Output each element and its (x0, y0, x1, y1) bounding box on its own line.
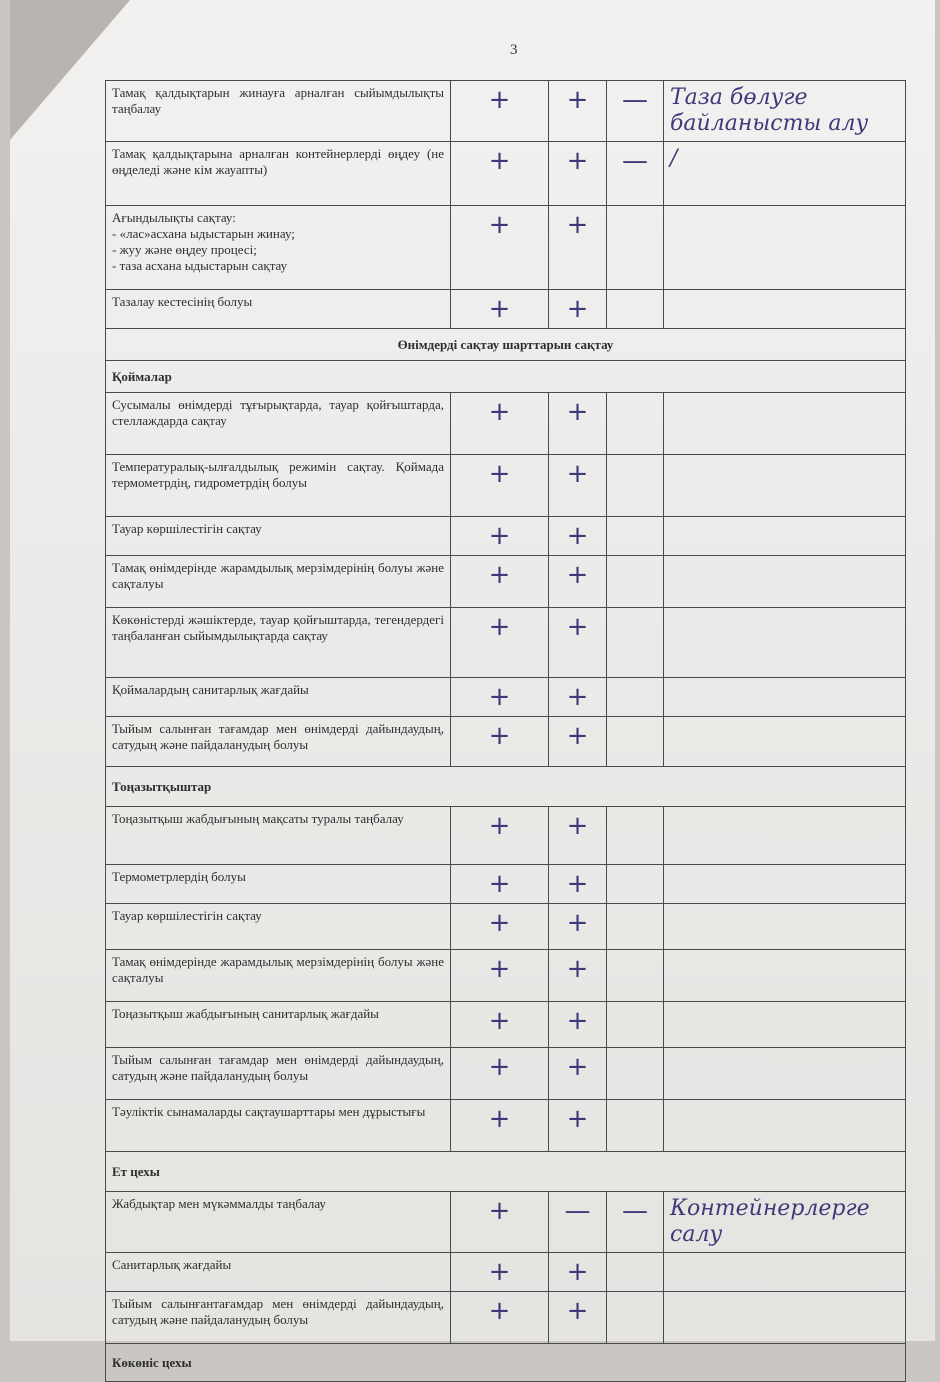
handwritten-note (664, 717, 906, 767)
check-mark-col-3 (607, 1048, 664, 1100)
table-row (106, 455, 906, 517)
check-mark-col-3 (607, 556, 664, 608)
table-row (106, 1002, 906, 1048)
check-mark-col-2: + (549, 81, 607, 142)
document-page (10, 0, 935, 1370)
check-mark-col-1: + (451, 206, 549, 290)
criterion-label: Тазалау кестесінің болуы (106, 290, 451, 329)
check-mark-col-1: + (451, 290, 549, 329)
check-mark-col-2: — (549, 1192, 607, 1253)
table-row (106, 1292, 906, 1344)
check-mark-col-2: + (549, 206, 607, 290)
check-mark-col-1: + (451, 1253, 549, 1292)
section-heading: Өнімдерді сақтау шарттарын сақтау (106, 329, 906, 361)
table-row (106, 361, 906, 393)
criterion-label: Тауар көршілестігін сақтау (106, 904, 451, 950)
handwritten-note (664, 865, 906, 904)
handwritten-note (664, 1192, 906, 1253)
check-mark-col-1: + (451, 608, 549, 678)
check-mark-col-1: + (451, 1002, 549, 1048)
criterion-label: Тыйым салынған тағамдар мен өнімдерді дайындаудың, сатудың және пайдаланудың болуы (106, 717, 451, 767)
table-row (106, 767, 906, 807)
check-mark-col-2: + (549, 1253, 607, 1292)
check-mark-col-3: — (607, 81, 664, 142)
table-row (106, 950, 906, 1002)
check-mark-col-2: + (549, 608, 607, 678)
table-row (106, 393, 906, 455)
subsection-heading: Қоймалар (106, 361, 906, 393)
checklist-table (105, 80, 906, 1382)
check-mark-col-2: + (549, 142, 607, 206)
check-mark-col-1: + (451, 865, 549, 904)
note-line: Контейнерлерге (670, 1196, 870, 1221)
table-row (106, 1100, 906, 1152)
check-mark-col-1: + (451, 1292, 549, 1344)
criterion-line: - жуу және өңдеу процесі; (112, 242, 257, 257)
handwritten-note (664, 1100, 906, 1152)
criterion-label: Тамақ қалдықтарын жинауға арналған сыйымдылықты таңбалау (106, 81, 451, 142)
table-row (106, 807, 906, 865)
criterion-label: Термометрлердің болуы (106, 865, 451, 904)
check-mark-col-1: + (451, 678, 549, 717)
check-mark-col-3: — (607, 142, 664, 206)
check-mark-col-1: + (451, 517, 549, 556)
note-line: байланысты алу (670, 111, 869, 136)
note-line: / (670, 146, 678, 171)
criterion-label: Тыйым салынған тағамдар мен өнімдерді дайындаудың, сатудың және пайдаланудың болуы (106, 1048, 451, 1100)
check-mark-col-3 (607, 1292, 664, 1344)
criterion-label: Тыйым салынғантағамдар мен өнімдерді дайындаудың, сатудың және пайдаланудың болуы (106, 1292, 451, 1344)
table-row (106, 556, 906, 608)
table-row (106, 904, 906, 950)
handwritten-note (664, 678, 906, 717)
handwritten-note (664, 608, 906, 678)
criterion-label: Тамақ өнімдерінде жарамдылық мерзімдерінің болуы және сақталуы (106, 950, 451, 1002)
check-mark-col-1: + (451, 81, 549, 142)
criterion-label: Тоңазытқыш жабдығының санитарлық жағдайы (106, 1002, 451, 1048)
criterion-line: Ағындылықты сақтау: (112, 210, 236, 225)
check-mark-col-2: + (549, 1048, 607, 1100)
check-mark-col-3 (607, 678, 664, 717)
criterion-label: Қоймалардың санитарлық жағдайы (106, 678, 451, 717)
check-mark-col-3 (607, 807, 664, 865)
handwritten-note (664, 206, 906, 290)
check-mark-col-3 (607, 1100, 664, 1152)
check-mark-col-3 (607, 1002, 664, 1048)
handwritten-note (664, 1292, 906, 1344)
check-mark-col-3 (607, 717, 664, 767)
subsection-heading: Ет цехы (106, 1152, 906, 1192)
handwritten-note (664, 455, 906, 517)
handwritten-note (664, 290, 906, 329)
handwritten-note (664, 950, 906, 1002)
table-row (106, 142, 906, 206)
criterion-line: - «лас»асхана ыдыстарын жинау; (112, 226, 295, 241)
check-mark-col-1: + (451, 950, 549, 1002)
table-row (106, 1344, 906, 1382)
check-mark-col-3 (607, 393, 664, 455)
table-row (106, 1048, 906, 1100)
page-number: 3 (510, 42, 518, 58)
criterion-label: Тоңазытқыш жабдығының мақсаты туралы таңбалау (106, 807, 451, 865)
check-mark-col-3: — (607, 1192, 664, 1253)
handwritten-note (664, 142, 906, 206)
check-mark-col-1: + (451, 1192, 549, 1253)
check-mark-col-3 (607, 950, 664, 1002)
check-mark-col-3 (607, 290, 664, 329)
table-row (106, 608, 906, 678)
check-mark-col-3 (607, 1253, 664, 1292)
handwritten-note (664, 904, 906, 950)
check-mark-col-1: + (451, 807, 549, 865)
check-mark-col-2: + (549, 290, 607, 329)
criterion-label: Көкөністерді жәшіктерде, тауар қойғыштарда, тегендердегі таңбаланған сыйымдылықтарда сақтау (106, 608, 451, 678)
table-row (106, 717, 906, 767)
check-mark-col-1: + (451, 455, 549, 517)
table-row (106, 1152, 906, 1192)
handwritten-note (664, 1048, 906, 1100)
check-mark-col-2: + (549, 807, 607, 865)
handwritten-note (664, 393, 906, 455)
check-mark-col-1: + (451, 393, 549, 455)
check-mark-col-2: + (549, 865, 607, 904)
subsection-heading: Тоңазытқыштар (106, 767, 906, 807)
note-line: Таза бөлуге (670, 85, 808, 110)
check-mark-col-3 (607, 608, 664, 678)
check-mark-col-2: + (549, 1292, 607, 1344)
table-row (106, 206, 906, 290)
check-mark-col-1: + (451, 1048, 549, 1100)
check-mark-col-2: + (549, 556, 607, 608)
criterion-label: Тәуліктік сынамаларды сақтаушарттары мен дұрыстығы (106, 1100, 451, 1152)
note-line: салу (670, 1222, 723, 1247)
check-mark-col-3 (607, 455, 664, 517)
check-mark-col-2: + (549, 1100, 607, 1152)
criterion-label: Температуралық-ылғалдылық режимін сақтау. Қоймада термометрдің, гидрометрдің болуы (106, 455, 451, 517)
handwritten-note (664, 1253, 906, 1292)
criterion-label: Сусымалы өнімдерді тұғырықтарда, тауар қойғыштарда, стеллаждарда сақтау (106, 393, 451, 455)
handwritten-note (664, 1002, 906, 1048)
check-mark-col-2: + (549, 950, 607, 1002)
subsection-heading: Көкөніс цехы (106, 1344, 906, 1382)
check-mark-col-2: + (549, 904, 607, 950)
check-mark-col-3 (607, 865, 664, 904)
check-mark-col-2: + (549, 1002, 607, 1048)
table-row (106, 329, 906, 361)
table-row (106, 1253, 906, 1292)
table-row (106, 290, 906, 329)
check-mark-col-2: + (549, 717, 607, 767)
check-mark-col-1: + (451, 1100, 549, 1152)
handwritten-note (664, 81, 906, 142)
handwritten-note (664, 556, 906, 608)
check-mark-col-1: + (451, 556, 549, 608)
criterion-label: Тамақ өнімдерінде жарамдылық мерзімдерінің болуы және сақталуы (106, 556, 451, 608)
handwritten-note (664, 517, 906, 556)
check-mark-col-3 (607, 904, 664, 950)
table-row (106, 678, 906, 717)
check-mark-col-2: + (549, 517, 607, 556)
table-row (106, 81, 906, 142)
criterion-line: - таза асхана ыдыстарын сақтау (112, 258, 288, 273)
criterion-label: Жабдықтар мен мүкәммалды таңбалау (106, 1192, 451, 1253)
check-mark-col-1: + (451, 904, 549, 950)
table-row (106, 865, 906, 904)
handwritten-note (664, 807, 906, 865)
criterion-label: Санитарлық жағдайы (106, 1253, 451, 1292)
check-mark-col-2: + (549, 393, 607, 455)
check-mark-col-2: + (549, 455, 607, 517)
check-mark-col-1: + (451, 717, 549, 767)
table-row (106, 1192, 906, 1253)
criterion-label: Тамақ қалдықтарына арналған контейнерлерді өңдеу (не өңделеді және кім жауапты) (106, 142, 451, 206)
check-mark-col-3 (607, 206, 664, 290)
check-mark-col-1: + (451, 142, 549, 206)
check-mark-col-3 (607, 517, 664, 556)
check-mark-col-2: + (549, 678, 607, 717)
table-row (106, 517, 906, 556)
criterion-label (106, 206, 451, 290)
criterion-label: Тауар көршілестігін сақтау (106, 517, 451, 556)
